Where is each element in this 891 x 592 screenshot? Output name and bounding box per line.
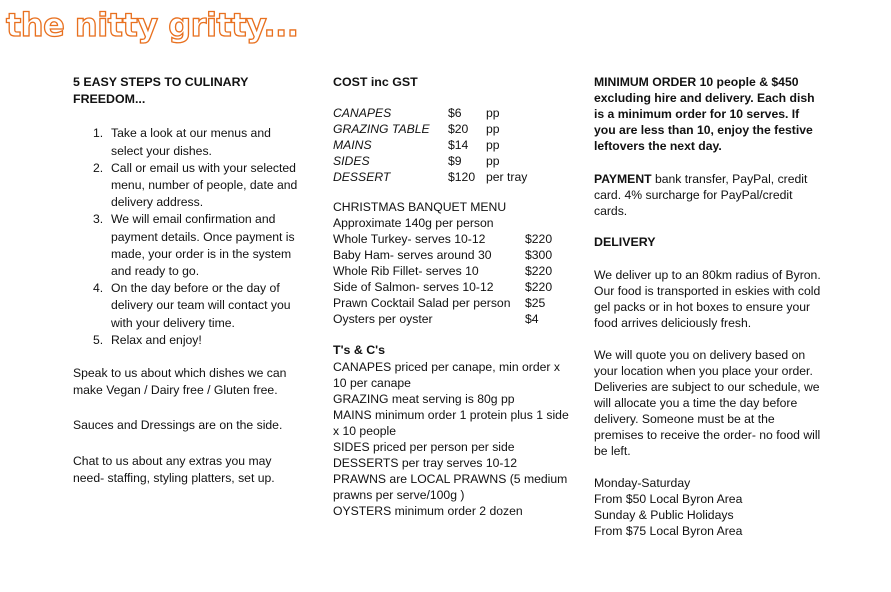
cost-row [333, 153, 527, 169]
cost-price: $20 [448, 122, 469, 137]
sauces-note: Sauces and Dressings are on the side. [73, 418, 283, 433]
banquet-row [333, 279, 552, 295]
banquet-price: $220 [525, 232, 553, 247]
banquet-row [333, 231, 552, 247]
dietary-note: Speak to us about which dishes we can make Vegan / Dairy free / Gluten free. [73, 366, 287, 398]
terms-item: MAINS minimum order 1 protein plus 1 side x 10 people [333, 408, 569, 439]
page-title: the nitty gritty... [6, 6, 299, 44]
payment-info [594, 171, 824, 219]
banquet-title: CHRISTMAS BANQUET MENU [333, 200, 507, 215]
schedule-line: From $50 Local Byron Area [594, 492, 743, 507]
cost-unit: per tray [486, 170, 528, 185]
banquet-item: Prawn Cocktail Salad per person [333, 296, 511, 311]
terms-item: CANAPES priced per canape, min order x 10 per canape [333, 360, 560, 391]
cost-heading: COST inc GST [333, 75, 418, 89]
step-number: 2. [93, 160, 104, 175]
step-item [73, 160, 301, 212]
step-text: On the day before or the day of delivery our team will contact you with your delivery time. [111, 281, 291, 330]
cost-unit: pp [486, 154, 500, 169]
schedule-line: Monday-Saturday [594, 476, 691, 491]
steps-column [73, 74, 301, 487]
step-item [73, 125, 301, 159]
step-text: Relax and enjoy! [111, 332, 202, 347]
step-number: 3. [93, 212, 104, 227]
banquet-item: Side of Salmon- serves 10-12 [333, 280, 494, 295]
banquet-section [333, 199, 571, 327]
terms-heading: T's & C's [333, 343, 386, 358]
delivery-quote-note: We will quote you on delivery based on your location when you place your order. Deliveries are subject to our schedule, we will allocate you a time the day before delivery. Someone must be at the premises to receive the order- no food will be left. [594, 348, 821, 459]
banquet-row [333, 295, 552, 311]
payment-text: bank transfer, PayPal, credit card. 4% surcharge for PayPal/credit cards. [594, 172, 808, 218]
banquet-item: Whole Rib Fillet- serves 10 [333, 264, 479, 279]
step-item [73, 280, 301, 332]
step-number: 4. [93, 281, 104, 296]
cost-table [333, 105, 527, 185]
cost-name: MAINS [333, 138, 372, 153]
step-number: 5. [93, 332, 104, 347]
banquet-subtitle: Approximate 140g per person [333, 216, 494, 231]
terms-list [333, 359, 571, 519]
terms-item: SIDES priced per person per side [333, 440, 515, 455]
cost-unit: pp [486, 106, 500, 121]
terms-item: OYSTERS minimum order 2 dozen [333, 504, 523, 519]
step-number: 1. [93, 126, 104, 141]
banquet-row [333, 263, 552, 279]
banquet-item: Whole Turkey- serves 10-12 [333, 232, 486, 247]
cost-price: $14 [448, 138, 469, 153]
step-item [73, 332, 301, 349]
terms-item: PRAWNS are LOCAL PRAWNS (5 medium prawns per serve/100g ) [333, 472, 568, 503]
cost-column [333, 74, 571, 519]
minimum-order: MINIMUM ORDER 10 people & $450 excluding hire and delivery. Each dish is a minimum order for 10 serves. If you are less than 10, enjoy the festive leftovers the next day. [594, 75, 815, 153]
cost-price: $6 [448, 106, 462, 121]
cost-row [333, 169, 527, 185]
extras-note: Chat to us about any extras you may need- staffing, styling platters, set up. [73, 453, 275, 485]
banquet-item: Baby Ham- serves around 30 [333, 248, 492, 263]
cost-name: CANAPES [333, 106, 392, 121]
step-text: We will email confirmation and payment details. Once payment is made, your order is in the system and ready to go. [111, 212, 295, 279]
steps-heading: 5 EASY STEPS TO CULINARY FREEDOM... [73, 75, 249, 107]
step-text: Call or email us with your selected menu, number of people, date and delivery address. [111, 160, 298, 210]
cost-unit: pp [486, 122, 500, 137]
step-text: Take a look at our menus and select your dishes. [111, 126, 271, 158]
steps-list [73, 125, 301, 349]
cost-name: GRAZING TABLE [333, 122, 430, 137]
banquet-price: $25 [525, 296, 546, 311]
step-item [73, 211, 301, 280]
cost-name: DESSERT [333, 170, 391, 185]
banquet-price: $300 [525, 248, 553, 263]
cost-price: $120 [448, 170, 476, 185]
banquet-row [333, 311, 552, 327]
cost-price: $9 [448, 154, 462, 169]
banquet-price: $4 [525, 312, 539, 327]
banquet-price: $220 [525, 264, 553, 279]
cost-name: SIDES [333, 154, 370, 169]
banquet-table [333, 231, 552, 327]
delivery-radius-note: We deliver up to an 80km radius of Byron. Our food is transported in eskies with cold gel packs or in hot boxes to ensure your food arrives deliciously fresh. [594, 268, 821, 331]
info-column [594, 74, 824, 539]
cost-row [333, 105, 527, 121]
delivery-schedule [594, 475, 824, 539]
cost-unit: pp [486, 138, 500, 153]
payment-label: PAYMENT [594, 172, 652, 186]
terms-item: GRAZING meat serving is 80g pp [333, 392, 515, 407]
cost-row [333, 137, 527, 153]
cost-row [333, 121, 527, 137]
schedule-line: From $75 Local Byron Area [594, 524, 743, 539]
banquet-item: Oysters per oyster [333, 312, 433, 327]
delivery-heading: DELIVERY [594, 235, 656, 249]
terms-item: DESSERTS per tray serves 10-12 [333, 456, 518, 471]
banquet-price: $220 [525, 280, 553, 295]
schedule-line: Sunday & Public Holidays [594, 508, 734, 523]
banquet-row [333, 247, 552, 263]
